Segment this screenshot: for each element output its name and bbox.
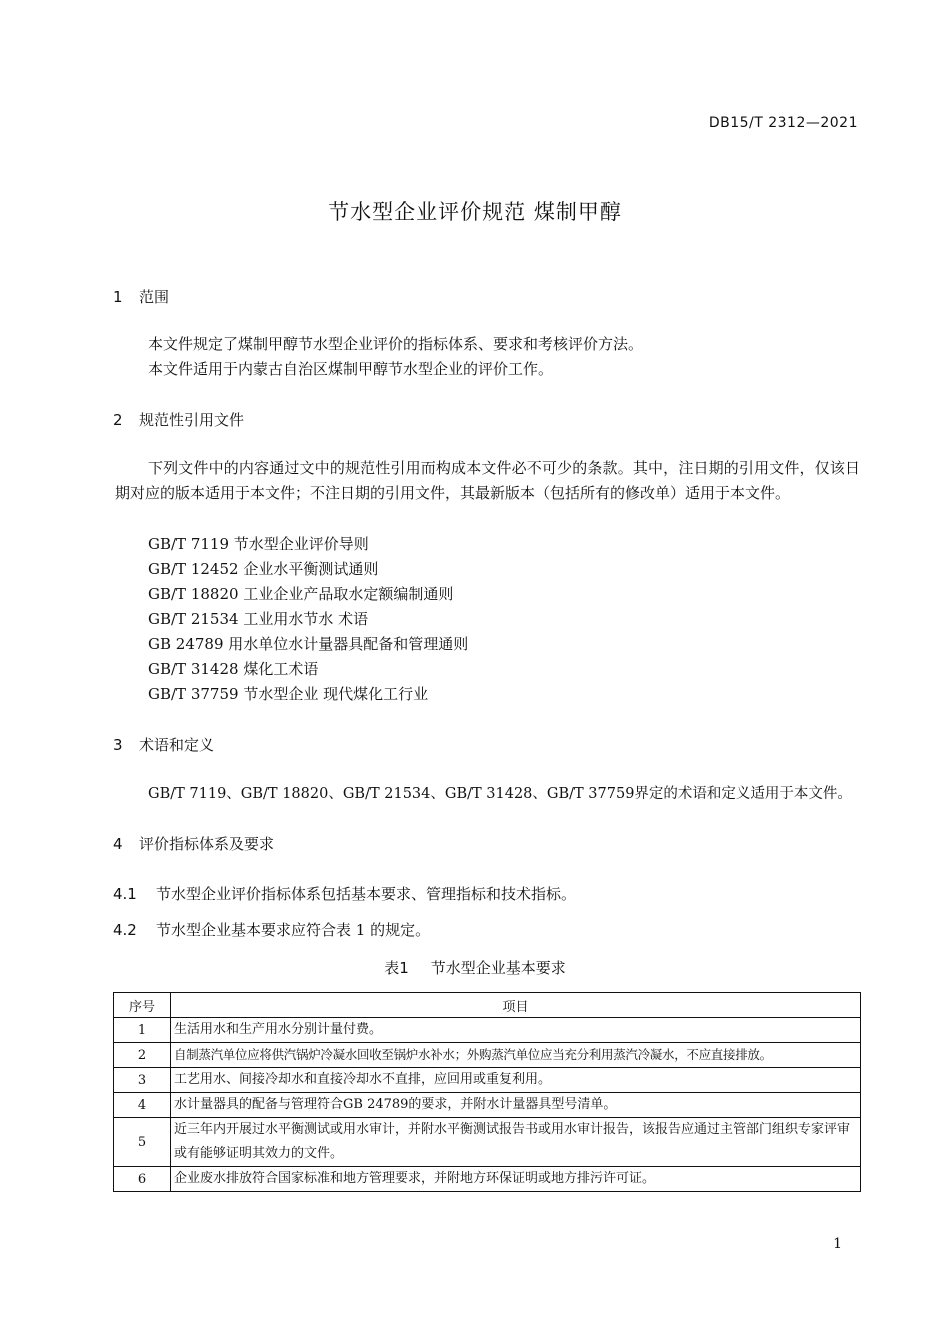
reference-item: GB/T 37759 节水型企业 现代煤化工行业	[148, 685, 429, 703]
section-number: 3	[113, 736, 123, 754]
paragraph: 本文件适用于内蒙古自治区煤制甲醇节水型企业的评价工作。	[148, 360, 554, 378]
row-item: 企业废水排放符合国家标准和地方管理要求，并附地方环保证明或地方排污许可证。	[171, 1167, 861, 1192]
row-item: 工艺用水、间接冷却水和直接冷却水不直排，应回用或重复利用。	[171, 1068, 861, 1093]
row-number: 5	[114, 1118, 171, 1167]
paragraph: GB/T 7119、GB/T 18820、GB/T 21534、GB/T 31428、GB/T 37759界定的术语和定义适用于本文件。	[148, 786, 852, 802]
table-number: 表1	[384, 959, 409, 977]
section-number: 4	[113, 835, 123, 853]
subsection-4-1	[113, 883, 576, 904]
row-item: 水计量器具的配备与管理符合GB 24789的要求，并附水计量器具型号清单。	[171, 1093, 861, 1118]
row-number: 1	[114, 1018, 171, 1043]
table-row	[114, 1043, 861, 1068]
table-title: 节水型企业基本要求	[430, 959, 566, 977]
subsection-number: 4.2	[113, 921, 137, 939]
column-header-no: 序号	[114, 993, 171, 1018]
section-title: 评价指标体系及要求	[139, 835, 275, 853]
section-title: 术语和定义	[139, 736, 215, 754]
table-caption	[0, 957, 950, 978]
section-3-heading	[113, 734, 214, 755]
section-2-heading	[113, 409, 244, 430]
paragraph: 本文件规定了煤制甲醇节水型企业评价的指标体系、要求和考核评价方法。	[148, 335, 644, 353]
subsection-text: 节水型企业基本要求应符合表 1 的规定。	[156, 921, 431, 939]
table-row	[114, 1068, 861, 1093]
reference-item: GB/T 12452 企业水平衡测试通则	[148, 560, 379, 578]
paragraph: 下列文件中的内容通过文中的规范性引用而构成本文件必不可少的条款。其中，注日期的引用文件，仅该日期对应的版本适用于本文件；不注日期的引用文件，其最新版本（包括所有的修改单）适用于本文件。	[115, 459, 860, 502]
table-row	[114, 1118, 861, 1167]
row-item: 自制蒸汽单位应将供汽锅炉冷凝水回收至锅炉水补水；外购蒸汽单位应当充分利用蒸汽冷凝水，不应直接排放。	[171, 1043, 861, 1068]
section-number: 1	[113, 288, 123, 306]
row-number: 2	[114, 1043, 171, 1068]
section-title: 范围	[139, 288, 170, 306]
table-row	[114, 1018, 861, 1043]
reference-item: GB/T 31428 煤化工术语	[148, 660, 319, 678]
row-item: 近三年内开展过水平衡测试或用水审计，并附水平衡测试报告书或用水审计报告，该报告应通过主管部门组织专家评审或有能够证明其效力的文件。	[171, 1118, 861, 1167]
row-number: 6	[114, 1167, 171, 1192]
table-row	[114, 1167, 861, 1192]
reference-item: GB/T 18820 工业企业产品取水定额编制通则	[148, 585, 454, 603]
requirements-table	[113, 992, 861, 1192]
section-1-heading	[113, 286, 169, 307]
subsection-4-2	[113, 919, 430, 940]
document-title: 节水型企业评价规范 煤制甲醇	[328, 200, 622, 224]
table-header-row	[114, 993, 861, 1018]
reference-item: GB/T 21534 工业用水节水 术语	[148, 610, 369, 628]
subsection-text: 节水型企业评价指标体系包括基本要求、管理指标和技术指标。	[156, 885, 577, 903]
table-row	[114, 1093, 861, 1118]
reference-item: GB 24789 用水单位水计量器具配备和管理通则	[148, 635, 469, 653]
page-number: 1	[833, 1236, 842, 1252]
standard-code: DB15/T 2312—2021	[708, 115, 858, 131]
section-title: 规范性引用文件	[139, 411, 245, 429]
section-4-heading	[113, 833, 274, 854]
section-number: 2	[113, 411, 123, 429]
subsection-number: 4.1	[113, 885, 137, 903]
row-number: 3	[114, 1068, 171, 1093]
row-number: 4	[114, 1093, 171, 1118]
column-header-item: 项目	[171, 993, 861, 1018]
row-item: 生活用水和生产用水分别计量付费。	[171, 1018, 861, 1043]
reference-item: GB/T 7119 节水型企业评价导则	[148, 535, 369, 553]
